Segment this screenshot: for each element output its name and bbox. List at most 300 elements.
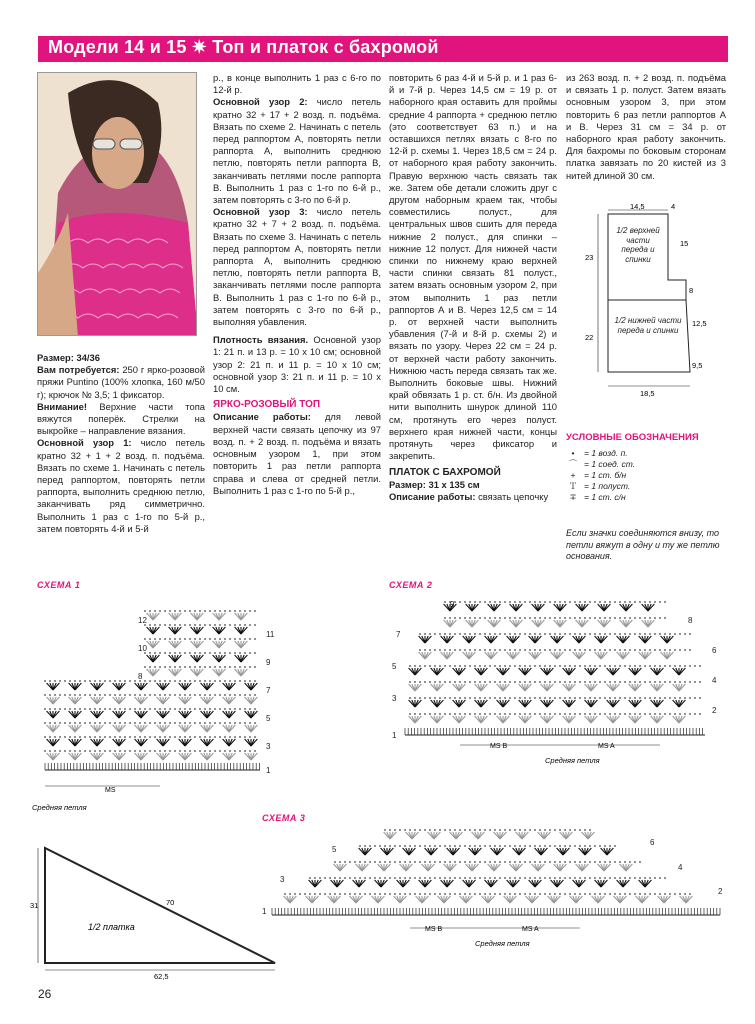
stitch-fan [485, 652, 498, 659]
stitch-fan [466, 620, 479, 627]
chain-dot [534, 893, 536, 895]
chain-dot [414, 845, 416, 847]
chain-dot [529, 617, 531, 619]
chain-dot [419, 829, 421, 831]
height-15-label: 15 [680, 239, 689, 248]
stitch-fan [223, 711, 236, 718]
chain-dot [534, 713, 536, 715]
chain-dot [84, 680, 86, 682]
schema1-middle-label: Средняя петля [32, 803, 87, 812]
chain-dot [149, 708, 151, 710]
chain-dot [419, 697, 421, 699]
chain-dot [224, 708, 226, 710]
chain-dot [559, 697, 561, 699]
chain-dot [189, 652, 191, 654]
stitch-fan [135, 711, 148, 718]
stitch-fan [488, 604, 501, 611]
chain-dot [624, 649, 626, 651]
chain-dot [189, 722, 191, 724]
bottom-width-label: 18,5 [640, 389, 655, 398]
chain-dot [634, 649, 636, 651]
chain-dot [604, 617, 606, 619]
chain-dot [534, 845, 536, 847]
chain-dot [244, 624, 246, 626]
chain-dot [444, 877, 446, 879]
chain-dot [574, 601, 576, 603]
chain-dot [169, 652, 171, 654]
chain-dot [149, 750, 151, 752]
chain-dot [304, 893, 306, 895]
chain-dot [374, 845, 376, 847]
stitch-fan [680, 896, 693, 903]
chain-dot [574, 713, 576, 715]
chain-dot [134, 694, 136, 696]
stitch-fan [378, 864, 391, 871]
chain-dot [624, 633, 626, 635]
chain-dot [504, 617, 506, 619]
stitch-fan [598, 604, 611, 611]
chain-icon: • [571, 448, 575, 458]
stitch-fan [651, 700, 664, 707]
chain-dot [104, 680, 106, 682]
stitch-fan [245, 711, 258, 718]
chain-dot [214, 708, 216, 710]
stitch-fan [507, 652, 520, 659]
row-number: 7 [396, 630, 401, 639]
chain-dot [409, 665, 411, 667]
chain-dot [109, 680, 111, 682]
stitch-fan [551, 652, 564, 659]
chain-dot [314, 877, 316, 879]
chain-dot [659, 649, 661, 651]
chain-dot [529, 861, 531, 863]
chain-dot [569, 697, 571, 699]
chain-dot [579, 697, 581, 699]
chain-dot [544, 633, 546, 635]
chain-dot [489, 845, 491, 847]
chain-dot [619, 649, 621, 651]
chain-dot [424, 633, 426, 635]
chain-dot [644, 681, 646, 683]
chain-dot [229, 694, 231, 696]
chain-dot [619, 617, 621, 619]
chain-dot [504, 601, 506, 603]
height-22-label: 22 [585, 333, 594, 342]
chain-dot [519, 893, 521, 895]
stitch-fan [507, 880, 520, 887]
chain-dot [494, 713, 496, 715]
chain-dot [394, 893, 396, 895]
legend-item: ⌒ = 1 соед. ст. [566, 459, 726, 470]
chain-dot [554, 601, 556, 603]
chain-dot [529, 829, 531, 831]
shawl-width-label: 62,5 [154, 972, 169, 981]
stitch-fan [47, 697, 60, 704]
stitch-fan [91, 739, 104, 746]
chain-dot [669, 681, 671, 683]
chain-dot [544, 713, 546, 715]
stitch-fan [488, 864, 501, 871]
chain-dot [319, 877, 321, 879]
stitch-fan [466, 604, 479, 611]
chain-dot [524, 633, 526, 635]
chain-dot [434, 829, 436, 831]
chain-dot [169, 610, 171, 612]
chain-dot [419, 649, 421, 651]
chain-dot [554, 845, 556, 847]
chain-dot [544, 845, 546, 847]
chain-dot [669, 665, 671, 667]
row-number: 5 [332, 845, 337, 854]
chain-dot [634, 665, 636, 667]
stitch-fan [497, 700, 510, 707]
chain-dot [424, 681, 426, 683]
chain-dot [234, 666, 236, 668]
stitch-fan [541, 684, 554, 691]
chain-dot [589, 681, 591, 683]
chain-dot [649, 681, 651, 683]
chain-dot [94, 694, 96, 696]
chain-dot [529, 893, 531, 895]
chain-dot [194, 666, 196, 668]
chain-dot [444, 697, 446, 699]
chain-dot [404, 845, 406, 847]
chain-dot [324, 893, 326, 895]
chain-dot [579, 861, 581, 863]
chain-dot [189, 694, 191, 696]
chain-dot [604, 633, 606, 635]
chain-dot [364, 861, 366, 863]
chain-dot [424, 713, 426, 715]
chain-dot [489, 861, 491, 863]
stitch-fan [441, 636, 454, 643]
chain-dot [694, 713, 696, 715]
chain-dot [229, 610, 231, 612]
stitch-fan [47, 739, 60, 746]
chain-dot [619, 861, 621, 863]
chain-dot [444, 829, 446, 831]
chain-dot [489, 713, 491, 715]
shawl-diagram [30, 838, 300, 981]
stitch-fan [223, 753, 236, 760]
chain-dot [194, 680, 196, 682]
chain-dot [474, 681, 476, 683]
chain-dot [634, 617, 636, 619]
stitch-fan [463, 652, 476, 659]
stitch-fan [438, 896, 451, 903]
stitch-fan [532, 604, 545, 611]
chain-dot [529, 713, 531, 715]
chain-dot [649, 713, 651, 715]
chain-dot [74, 680, 76, 682]
stitch-fan [576, 620, 589, 627]
chain-dot [369, 893, 371, 895]
chain-dot [99, 722, 101, 724]
chain-dot [619, 601, 621, 603]
chain-dot [554, 713, 556, 715]
stitch-fan [409, 700, 422, 707]
schema3-chart [260, 820, 730, 960]
chain-dot [229, 638, 231, 640]
chain-dot [204, 722, 206, 724]
stitch-fan [541, 716, 554, 723]
row-number: 11 [266, 630, 275, 639]
chain-dot [479, 649, 481, 651]
chain-dot [424, 893, 426, 895]
chain-dot [664, 681, 666, 683]
chain-dot [649, 665, 651, 667]
chain-dot [504, 697, 506, 699]
chain-dot [584, 877, 586, 879]
chain-dot [544, 649, 546, 651]
chain-dot [604, 681, 606, 683]
stitch-fan [47, 753, 60, 760]
chain-dot [439, 829, 441, 831]
chain-dot [454, 697, 456, 699]
chain-dot [374, 861, 376, 863]
stitch-fan [529, 636, 542, 643]
chain-dot [584, 893, 586, 895]
stitch-fan [91, 711, 104, 718]
chain-dot [219, 666, 221, 668]
chain-dot [559, 633, 561, 635]
stitch-fan [510, 604, 523, 611]
chain-dot [474, 877, 476, 879]
stitch-fan [548, 896, 561, 903]
chain-dot [234, 638, 236, 640]
stitch-fan [394, 896, 407, 903]
stitch-fan [629, 716, 642, 723]
chain-dot [124, 736, 126, 738]
stitch-fan [585, 684, 598, 691]
stitch-fan [135, 739, 148, 746]
column-2 [213, 72, 381, 497]
chain-dot [604, 845, 606, 847]
chain-dot [549, 861, 551, 863]
chain-dot [509, 617, 511, 619]
chain-dot [359, 877, 361, 879]
chain-dot [59, 722, 61, 724]
chain-dot [549, 681, 551, 683]
stitch-fan [595, 880, 608, 887]
chain-dot [234, 750, 236, 752]
stitch-fan [419, 636, 432, 643]
chain-dot [219, 638, 221, 640]
chain-dot [139, 708, 141, 710]
chain-dot [474, 649, 476, 651]
chain-dot [694, 681, 696, 683]
pattern1-text: число петель кратно 32 + 1 + 2 возд. п. подъёма. Вязать по схеме 1. Начинать с петель перед раппортом, повторять петли раппорта, выполнить среднюю петлю, заканчивать ряд симметрично. Выполнить 1 раз с 1-го по 5-й р., затем повторять 4-й и 5-й [37, 437, 205, 534]
chain-dot [414, 829, 416, 831]
chain-dot [464, 893, 466, 895]
chain-dot [439, 713, 441, 715]
chain-dot [429, 649, 431, 651]
chain-dot [544, 697, 546, 699]
chain-dot [419, 861, 421, 863]
chain-dot [464, 697, 466, 699]
chain-dot [609, 649, 611, 651]
chain-dot [249, 652, 251, 654]
chain-dot [414, 697, 416, 699]
chain-dot [154, 722, 156, 724]
chain-dot [609, 665, 611, 667]
chain-dot [544, 893, 546, 895]
chain-dot [409, 861, 411, 863]
chain-dot [129, 680, 131, 682]
chain-dot [564, 601, 566, 603]
chain-dot [459, 829, 461, 831]
chain-dot [104, 694, 106, 696]
chain-dot [594, 681, 596, 683]
chain-dot [564, 713, 566, 715]
chain-dot [569, 829, 571, 831]
chain-dot [184, 708, 186, 710]
chain-dot [334, 861, 336, 863]
chain-dot [179, 638, 181, 640]
chain-dot [224, 750, 226, 752]
stitch-fan [541, 668, 554, 675]
stitch-fan [661, 652, 674, 659]
chain-dot [224, 680, 226, 682]
chain-dot [169, 666, 171, 668]
row-number: 6 [712, 646, 717, 655]
chain-dot [214, 694, 216, 696]
chain-dot [544, 601, 546, 603]
chain-dot [174, 680, 176, 682]
stitch-fan [235, 641, 248, 648]
chain-dot [494, 681, 496, 683]
chain-dot [204, 750, 206, 752]
chain-dot [334, 877, 336, 879]
stitch-fan [453, 716, 466, 723]
chain-dot [134, 708, 136, 710]
stitch-fan [620, 864, 633, 871]
chain-dot [384, 845, 386, 847]
stitch-fan [532, 620, 545, 627]
chain-dot [54, 736, 56, 738]
chain-dot [464, 829, 466, 831]
chain-dot [639, 633, 641, 635]
legend-item: ∓ = 1 ст. с/н [566, 492, 726, 503]
chain-dot [604, 713, 606, 715]
chain-dot [509, 649, 511, 651]
chain-dot [679, 649, 681, 651]
chain-dot [694, 665, 696, 667]
chain-dot [384, 829, 386, 831]
chain-dot [629, 877, 631, 879]
schema3-middle-label: Средняя петля [475, 939, 530, 948]
chain-dot [554, 697, 556, 699]
chain-dot [584, 617, 586, 619]
chain-dot [339, 893, 341, 895]
chain-dot [549, 633, 551, 635]
chain-dot [49, 708, 51, 710]
chain-dot [489, 617, 491, 619]
chain-dot [689, 649, 691, 651]
chain-dot [159, 708, 161, 710]
stitch-fan [331, 880, 344, 887]
chain-dot [204, 736, 206, 738]
chain-dot [334, 893, 336, 895]
stitch-fan [213, 669, 226, 676]
chain-dot [489, 601, 491, 603]
chain-dot [434, 665, 436, 667]
stitch-fan [223, 725, 236, 732]
stitch-fan [169, 669, 182, 676]
stitch-fan [466, 864, 479, 871]
stitch-fan [179, 683, 192, 690]
chain-dot [79, 750, 81, 752]
chain-dot [684, 893, 686, 895]
legend-item: + = 1 ст. б/н [566, 470, 726, 481]
materials-label: Вам потребуется: [37, 364, 120, 376]
chain-dot [654, 601, 656, 603]
chain-dot [209, 638, 211, 640]
chain-dot [519, 633, 521, 635]
chain-dot [139, 736, 141, 738]
chain-dot [604, 601, 606, 603]
chain-dot [639, 877, 641, 879]
chain-dot [179, 722, 181, 724]
stitch-fan [306, 896, 319, 903]
chain-dot [684, 649, 686, 651]
legend-title: УСЛОВНЫЕ ОБОЗНАЧЕНИЯ [566, 432, 699, 443]
chain-dot [199, 666, 201, 668]
chain-dot [514, 713, 516, 715]
chain-dot [144, 680, 146, 682]
chain-dot [174, 736, 176, 738]
stitch-fan [169, 655, 182, 662]
chain-dot [499, 649, 501, 651]
chain-dot [579, 893, 581, 895]
chain-dot [454, 681, 456, 683]
pattern2-label: Основной узор 2: [213, 96, 308, 108]
chain-dot [559, 617, 561, 619]
stitch-fan [475, 716, 488, 723]
chain-dot [569, 601, 571, 603]
density-label: Плотность вязания. [213, 334, 309, 346]
chain-dot [444, 665, 446, 667]
chain-dot [694, 697, 696, 699]
chain-dot [499, 845, 501, 847]
chain-dot [389, 845, 391, 847]
chain-dot [469, 861, 471, 863]
chain-dot [359, 861, 361, 863]
chain-dot [144, 666, 146, 668]
chain-dot [169, 680, 171, 682]
chain-dot [539, 665, 541, 667]
chain-dot [159, 624, 161, 626]
chain-dot [464, 649, 466, 651]
chain-dot [239, 638, 241, 640]
chain-dot [549, 697, 551, 699]
chain-dot [524, 829, 526, 831]
chain-dot [599, 893, 601, 895]
chain-dot [509, 861, 511, 863]
chain-dot [524, 713, 526, 715]
chain-dot [224, 610, 226, 612]
chain-dot [439, 877, 441, 879]
chain-dot [484, 893, 486, 895]
chain-dot [559, 861, 561, 863]
chain-dot [209, 708, 211, 710]
chain-dot [119, 750, 121, 752]
chain-dot [219, 694, 221, 696]
chain-dot [509, 633, 511, 635]
row-number: 2 [718, 887, 723, 896]
row-number: 9 [450, 600, 455, 609]
chain-dot [634, 681, 636, 683]
